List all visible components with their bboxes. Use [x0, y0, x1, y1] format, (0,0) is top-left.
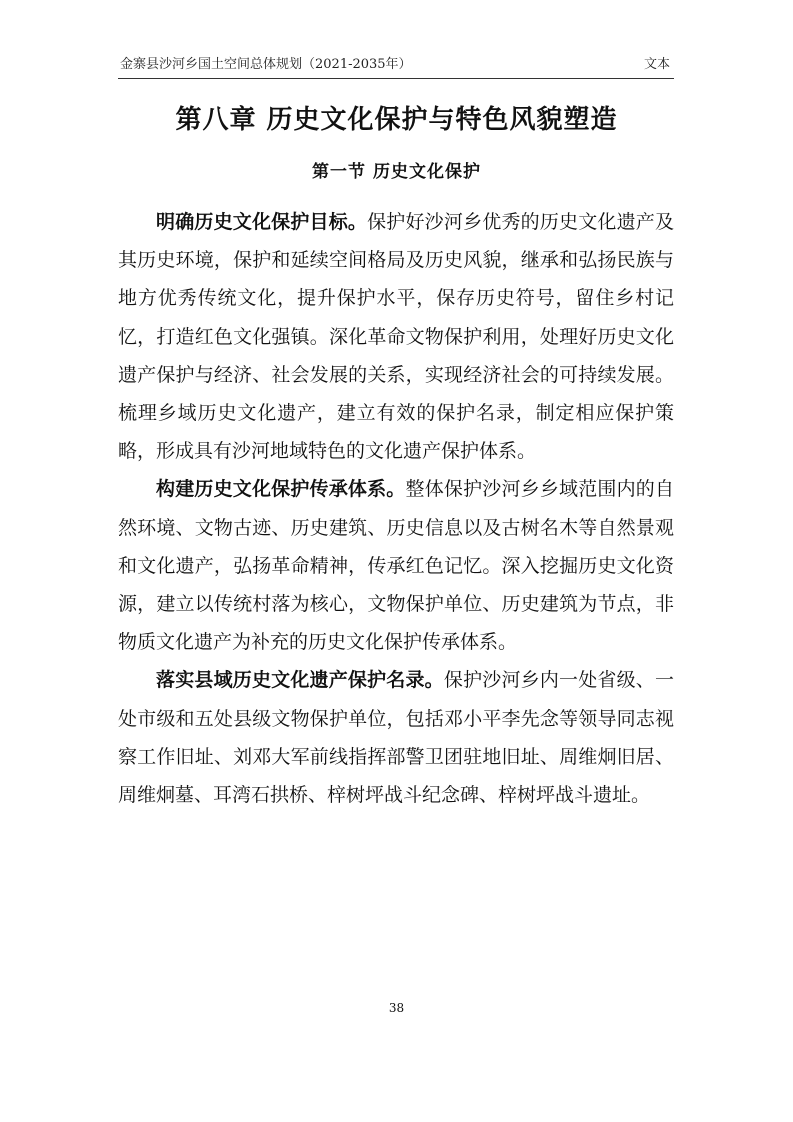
header-section-label: 文本	[643, 57, 670, 72]
body-text	[118, 203, 674, 814]
chapter-title: 第八章 历史文化保护与特色风貌塑造	[175, 105, 618, 135]
paragraph-lead: 明确历史文化保护目标。	[156, 211, 368, 233]
section-title: 第一节 历史文化保护	[312, 162, 481, 182]
paragraph-lead: 落实县域历史文化遗产保护名录。	[156, 669, 444, 692]
page-number: 38	[388, 1001, 405, 1015]
paragraph-text: 整体保护沙河乡乡域范围内的自然环境、文物古迹、历史建筑、历史信息以及古树名木等自然景观和文化遗产，弘扬革命精神，传承红色记忆。深入挖掘历史文化资源，建立以传统村落为核心，文物保护单位、历史建筑为节点，非物质文化遗产为补充的历史文化保护传承体系。	[118, 478, 674, 654]
paragraph-lead: 构建历史文化保护传承体系。	[156, 478, 406, 501]
paragraph	[118, 203, 674, 470]
page-header	[118, 52, 674, 79]
paragraph	[118, 470, 674, 661]
header-document-title: 金寨县沙河乡国土空间总体规划（2021-2035年）	[120, 57, 412, 72]
paragraph	[118, 661, 674, 814]
paragraph-text: 保护沙河乡内一处省级、一处市级和五处县级文物保护单位，包括邓小平李先念等领导同志视察工作旧址、刘邓大军前线指挥部警卫团驻地旧址、周维炯旧居、周维炯墓、耳湾石拱桥、梓树坪战斗纪念碑、梓树坪战斗遗址。	[118, 669, 674, 807]
paragraph-text: 保护好沙河乡优秀的历史文化遗产及其历史环境，保护和延续空间格局及历史风貌，继承和弘扬民族与地方优秀传统文化，提升保护水平，保存历史符号，留住乡村记忆，打造红色文化强镇。深化革命文物保护利用，处理好历史文化遗产保护与经济、社会发展的关系，实现经济社会的可持续发展。梳理乡域历史文化遗产，建立有效的保护名录，制定相应保护策略，形成具有沙河地域特色的文化遗产保护体系。	[118, 211, 674, 463]
